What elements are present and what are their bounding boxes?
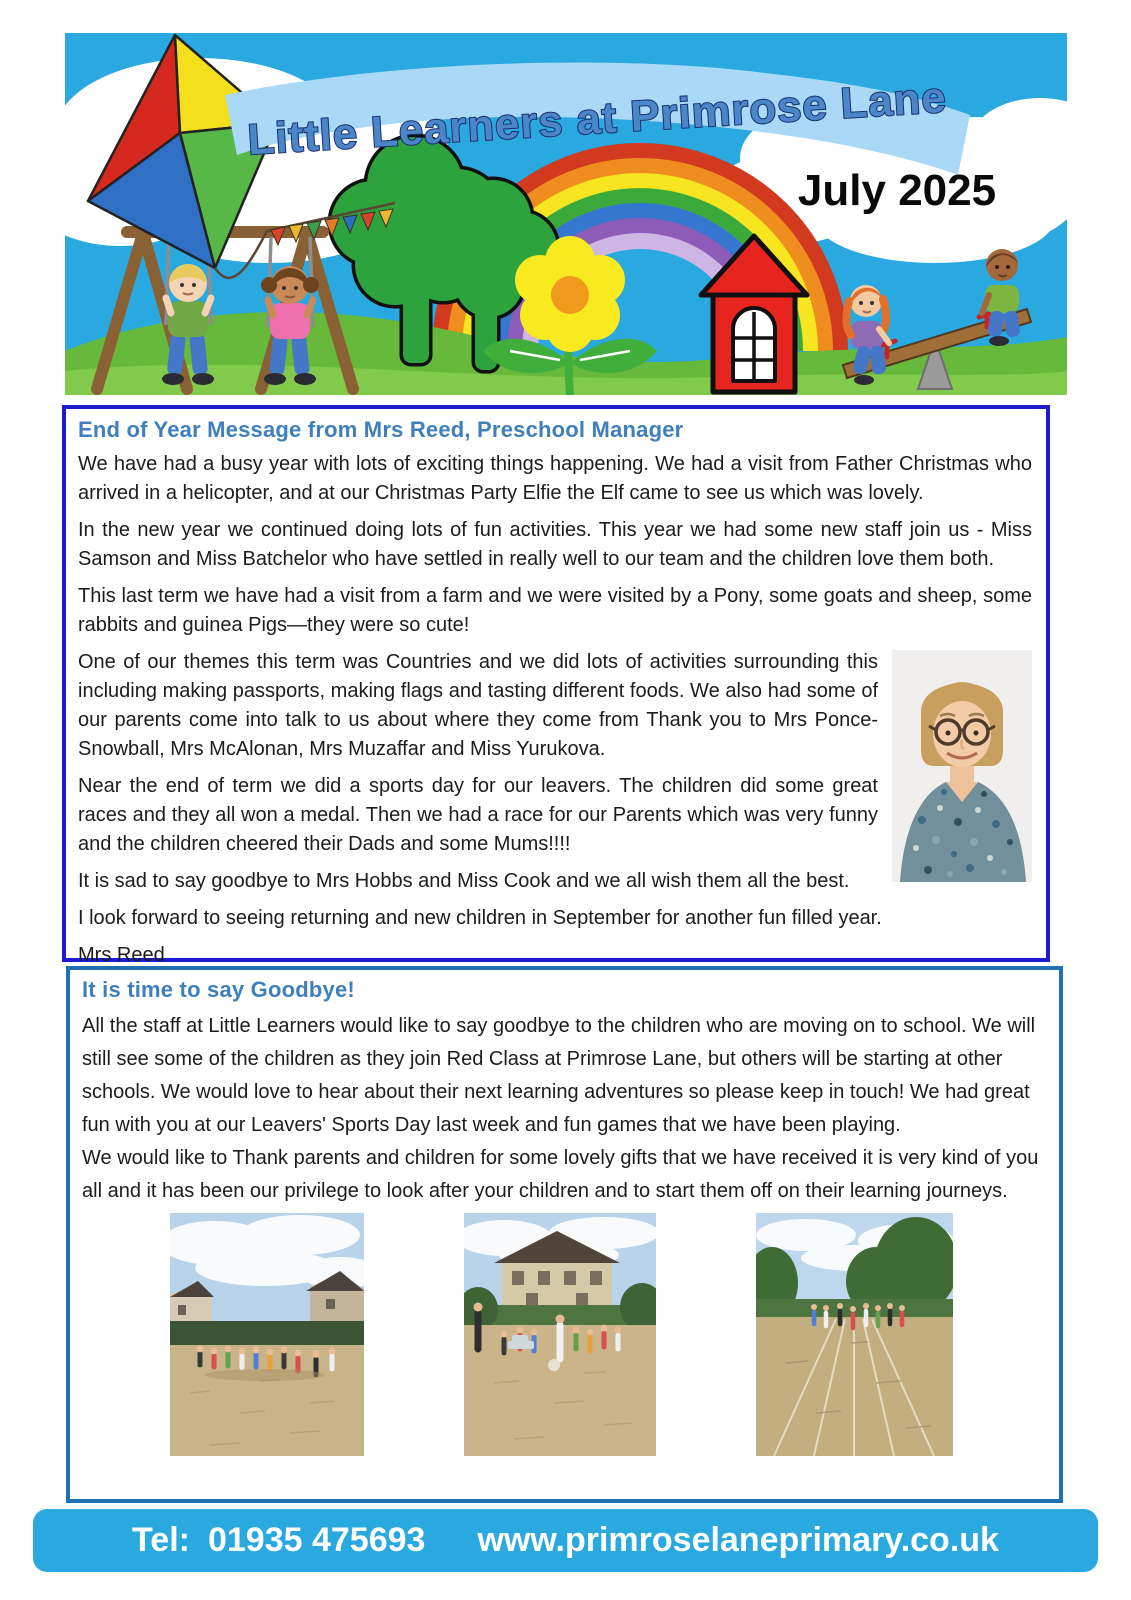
- paragraph: In the new year we continued doing lots of fun activities. This year we had some new staff join us - Miss Samson and Miss Batchelor who have settled in really well to our team and the children love them both.: [78, 519, 1032, 570]
- paragraph: We have had a busy year with lots of exciting things happening. We had a visit from Father Christmas who arrived in a helicopter, and at our Christmas Party Elfie the Elf came to see us which was lovely.: [78, 453, 1032, 504]
- paragraph: We would like to Thank parents and children for some lovely gifts that we have received it is very kind of you all and it has been our privilege to look after your children and to start them off on their learning journeys.: [82, 1147, 1039, 1202]
- sports-day-games-photo: [464, 1213, 656, 1456]
- paragraph: Near the end of term we did a sports day for our leavers. The children did some great races and they all won a medal. Then we had a race for our Parents which was very funny and the children cheered their Dads and some Mums!!!!: [78, 775, 878, 855]
- sports-day-field-photo: [170, 1213, 364, 1456]
- section-end-of-year-message: [62, 405, 1050, 966]
- paragraph: All the staff at Little Learners would like to say goodbye to the children who are moving on to school. We will still see some of the children as they join Red Class at Primrose Lane, but others will be starting at other schools. We would love to hear about their next learning adventures so please keep in touch! We had great fun with you at our Leavers' Sports Day last week and fun games that we have been playing.: [82, 1015, 1036, 1136]
- section-heading: End of Year Message from Mrs Reed, Preschool Manager: [78, 417, 684, 442]
- footer-bar: [33, 1509, 1098, 1572]
- newsletter-header: [65, 33, 1067, 395]
- website-link[interactable]: www.primroselaneprimary.co.uk: [477, 1521, 999, 1559]
- tel-number: 01935 475693: [207, 1521, 426, 1559]
- section-goodbye: [66, 966, 1063, 1503]
- photo-row: [170, 1213, 1043, 1456]
- mrs-reed-photo: [892, 650, 1032, 882]
- section-heading: It is time to say Goodbye!: [82, 977, 355, 1002]
- tel-label: Tel:: [132, 1521, 190, 1559]
- sports-day-race-track-photo: [756, 1213, 953, 1456]
- header-artwork: [65, 33, 1067, 395]
- paragraph: This last term we have had a visit from a farm and we were visited by a Pony, some goats and sheep, some rabbits and guinea Pigs—they were so cute!: [78, 585, 1032, 636]
- newsletter-title: Little Learners at Primrose Lane: [246, 74, 938, 165]
- paragraph: One of our themes this term was Countries and we did lots of activities surrounding this including making passports, making flags and tasting different foods. We also had some of our parents come into talk to us about where they come from Thank you to Mrs Ponce-Snowball, Mrs McAlonan, Mrs Muzaffar and Miss Yurukova.: [78, 651, 878, 760]
- telephone: [132, 1521, 425, 1560]
- paragraph: I look forward to seeing returning and new children in September for another fun filled year.: [78, 907, 882, 929]
- issue-date: July 2025: [797, 166, 997, 215]
- mrs-reed-portrait-illustration: [892, 650, 1032, 882]
- paragraph: It is sad to say goodbye to Mrs Hobbs and Miss Cook and we all wish them all the best.: [78, 870, 850, 892]
- signature: Mrs Reed: [78, 944, 165, 966]
